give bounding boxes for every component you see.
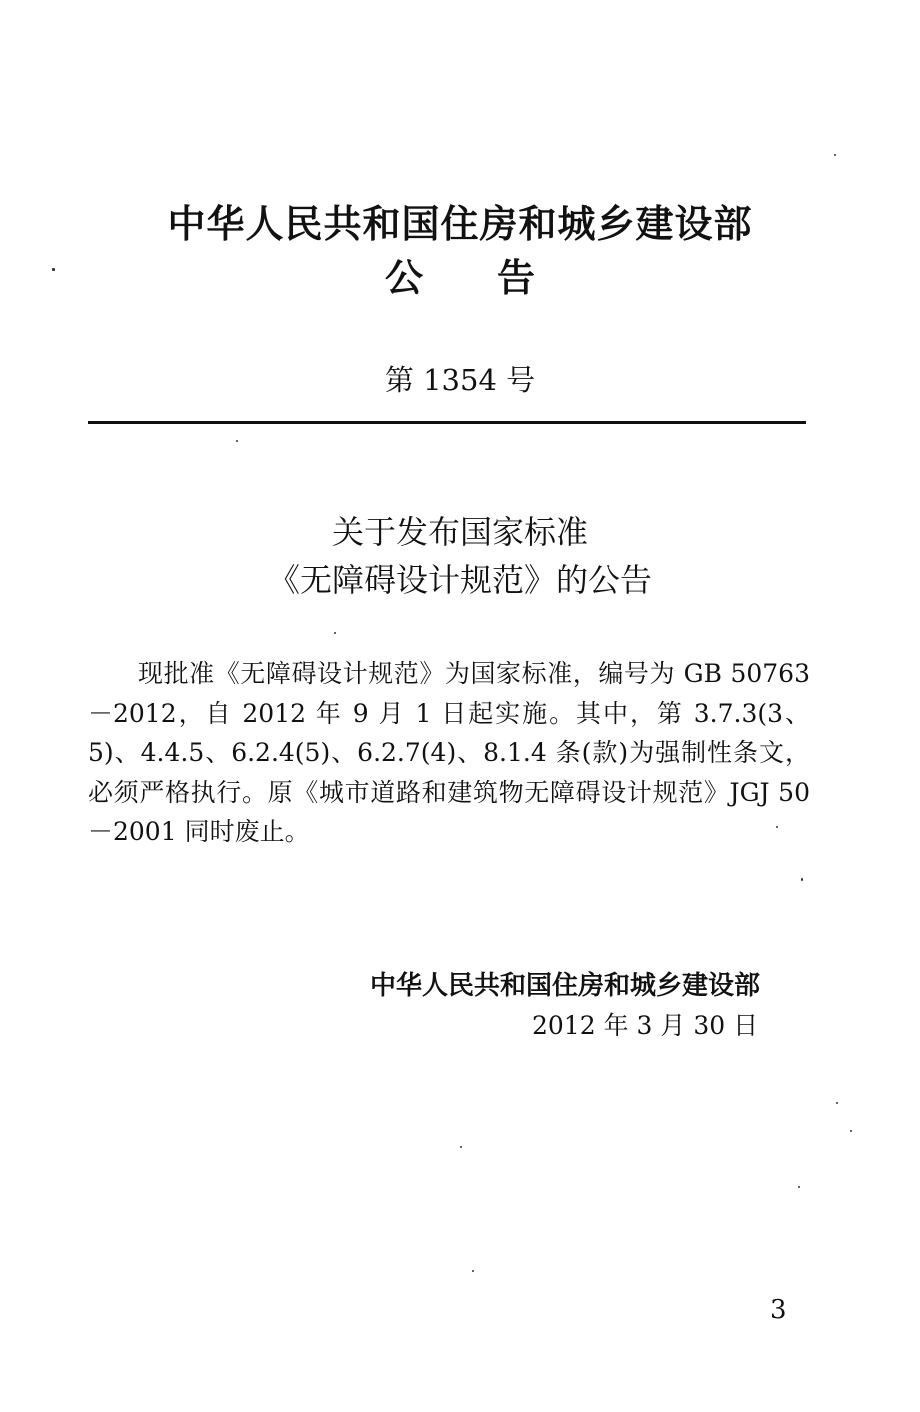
scan-speck [798,1186,800,1188]
header-divider [88,421,806,424]
subject-line-1: 关于发布国家标准 [331,513,588,551]
scan-speck [334,632,336,634]
page-number: 3 [770,1295,787,1325]
scan-speck [834,154,836,156]
signature-issuer: 中华人民共和国住房和城乡建设部 [370,971,761,1001]
scan-speck [850,1130,852,1132]
scan-speck [776,826,778,828]
scan-speck [460,1146,462,1148]
scan-speck [472,1270,474,1272]
scan-speck [836,1102,838,1104]
scan-speck [52,268,55,271]
notice-heading: 公告 [384,256,609,300]
signature-date: 2012 年 3 月 30 日 [532,1011,759,1040]
notice-number: 第 1354 号 [384,363,536,397]
body-paragraph: 现批准《无障碍设计规范》为国家标准，编号为 GB 50763－2012，自 2012 年 9 月 1 日起实施。其中，第 3.7.3(3、5)、4.4.5、6.2.4(5)、6.2.7(4)、8.1.4 条(款)为强制性条文，必须严格执行。原《城市道路和建筑物无障碍设计规范》JGJ 50－2001 同时废止。 [88,659,810,846]
subject-line-2: 《无障碍设计规范》的公告 [267,561,652,599]
issuer-heading: 中华人民共和国住房和城乡建设部 [167,202,753,246]
scan-speck [236,440,238,442]
scan-speck [801,878,803,881]
